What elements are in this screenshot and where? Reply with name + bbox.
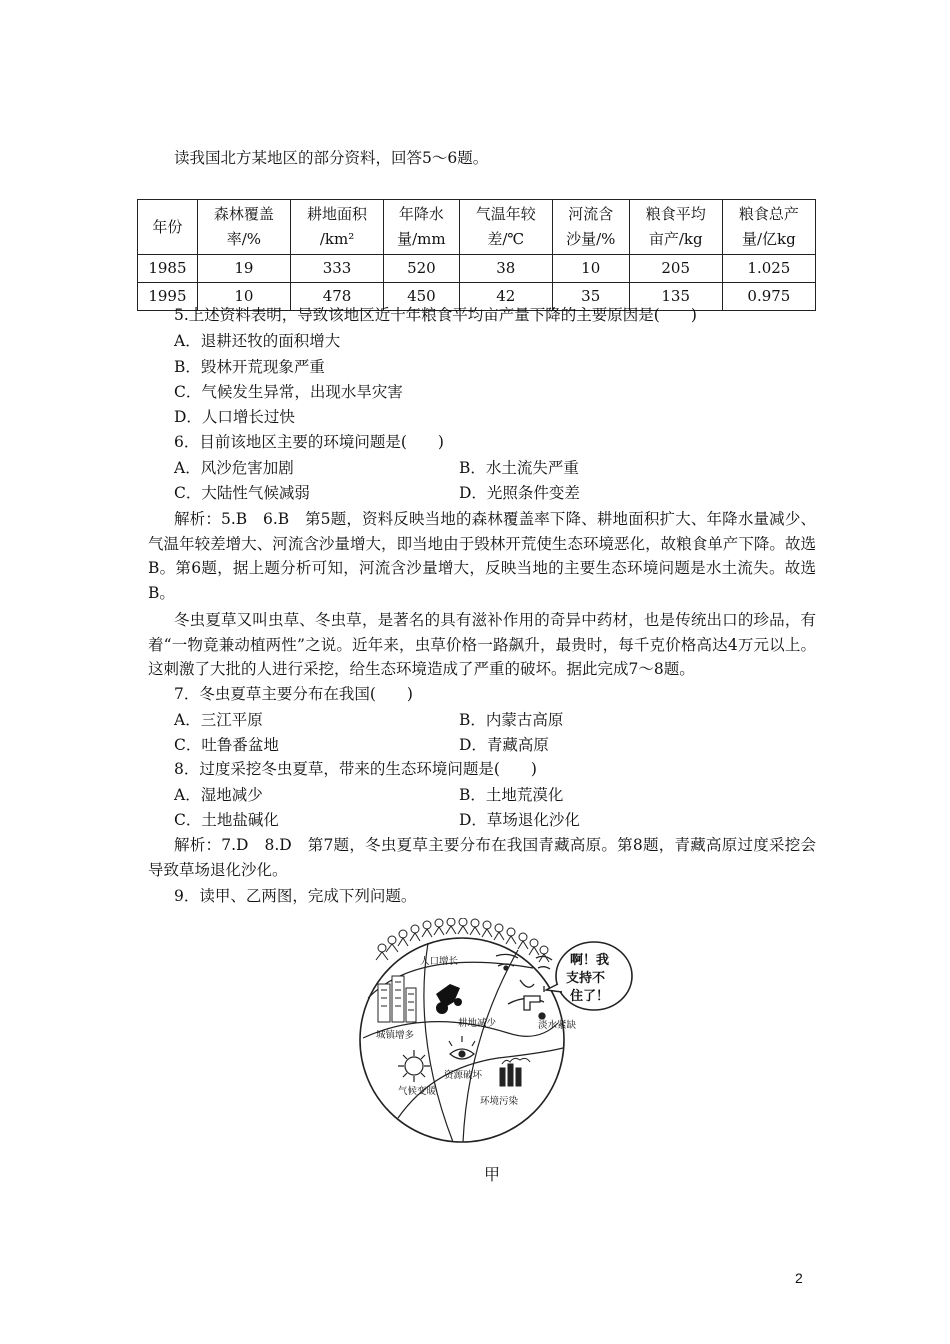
table-cell: 1995 [138,283,198,311]
table-cell: 333 [290,255,383,283]
q8-stem: 8．过度采挖冬虫夏草，带来的生态环境问题是( ) [174,760,537,778]
page-number: 2 [795,1270,803,1286]
q8-option-b: B．土地荒漠化 [459,786,564,804]
q5-stem: 5.上述资料表明，导致该地区近十年粮食平均亩产量下降的主要原因是( ) [174,306,697,324]
data-table [137,199,816,311]
table-row [138,255,816,283]
table-cell: 0.975 [722,283,815,311]
q7-option-c: C．吐鲁番盆地 [174,736,279,754]
table-cell: 478 [290,283,383,311]
intro-5-6: 读我国北方某地区的部分资料，回答5～6题。 [174,149,489,167]
header-cell: 河流含 沙量/% [552,200,629,255]
figure-jia [358,918,640,1150]
label-climate: 气候变暖 [398,1086,437,1097]
q6-option-c: C．大陆性气候减弱 [174,484,310,502]
header-cell: 耕地面积 /km² [290,200,383,255]
q5-option-a: A．退耕还牧的面积增大 [174,332,341,350]
header-cell: 年降水 量/mm [384,200,460,255]
label-population: 人口增长 [420,956,459,967]
q8-option-a: A．湿地减少 [174,786,263,804]
table-cell: 1.025 [722,255,815,283]
label-pollution: 环境污染 [480,1096,519,1107]
table-cell: 10 [197,283,290,311]
speech-line-1: 啊！我 [570,953,610,968]
speech-line-2: 支持不 [566,971,606,986]
table-cell: 520 [384,255,460,283]
label-water: 淡水紧缺 [538,1020,577,1031]
table-cell: 10 [552,255,629,283]
q7-stem: 7．冬虫夏草主要分布在我国( ) [174,685,413,703]
q6-option-a: A．风沙危害加剧 [174,459,294,477]
q6-stem: 6．目前该地区主要的环境问题是( ) [174,433,444,451]
table-cell: 450 [384,283,460,311]
label-farmland: 耕地减少 [458,1018,497,1029]
table-cell: 135 [629,283,722,311]
header-cell: 气温年较 差/℃ [459,200,552,255]
q8-option-d: D．草场退化沙化 [459,811,580,829]
label-city: 城镇增多 [376,1030,415,1041]
table-cell: 35 [552,283,629,311]
q5-option-c: C．气候发生异常，出现水旱灾害 [174,383,403,401]
header-cell: 森林覆盖 率/% [197,200,290,255]
q6-option-b: B．水土流失严重 [459,459,579,477]
q7-option-a: A．三江平原 [174,711,263,729]
table-cell: 42 [459,283,552,311]
table-header-row [138,200,816,255]
speech-line-3: 住了！ [570,989,610,1004]
table-cell: 1985 [138,255,198,283]
analysis-7-8: 解析：7.D 8.D 第7题，冬虫夏草主要分布在我国青藏高原。第8题，青藏高原过度采挖会导致草场退化沙化。 [148,836,816,879]
table-cell: 19 [197,255,290,283]
q5-option-d: D．人口增长过快 [174,408,295,426]
table-cell: 38 [459,255,552,283]
label-resource: 资源破坏 [444,1070,483,1081]
q7-option-d: D．青藏高原 [459,736,549,754]
q5-option-b: B．毁林开荒现象严重 [174,358,325,376]
q7-option-b: B．内蒙古高原 [459,711,564,729]
header-cell: 粮食平均 亩产/kg [629,200,722,255]
analysis-5-6: 解析：5.B 6.B 第5题，资料反映当地的森林覆盖率下降、耕地面积扩大、年降水量减少、气温年较差增大、河流含沙量增大，即当地由于毁林开荒使生态环境恶化，故粮食单产下降。故选B。第6题，据上题分析可知，河流含沙量增大，反映当地的主要生态环境问题是水土流失。故选B。 [148,510,816,602]
header-cell: 年份 [138,200,198,255]
intro-7-8: 冬虫夏草又叫虫草、冬虫草，是著名的具有滋补作用的奇异中药材，也是传统出口的珍品，有着“一物竟兼动植两性”之说。近年来，虫草价格一路飙升，最贵时，每千克价格高达4万元以上。这刺激了大批的人进行采挖，给生态环境造成了严重的破坏。据此完成7～8题。 [148,611,816,678]
q9-stem: 9．读甲、乙两图，完成下列问题。 [174,887,417,905]
q6-option-d: D．光照条件变差 [459,484,580,502]
q8-option-c: C．土地盐碱化 [174,811,279,829]
figure-caption: 甲 [484,1165,501,1184]
table-cell: 205 [629,255,722,283]
header-cell: 粮食总产 量/亿kg [722,200,815,255]
